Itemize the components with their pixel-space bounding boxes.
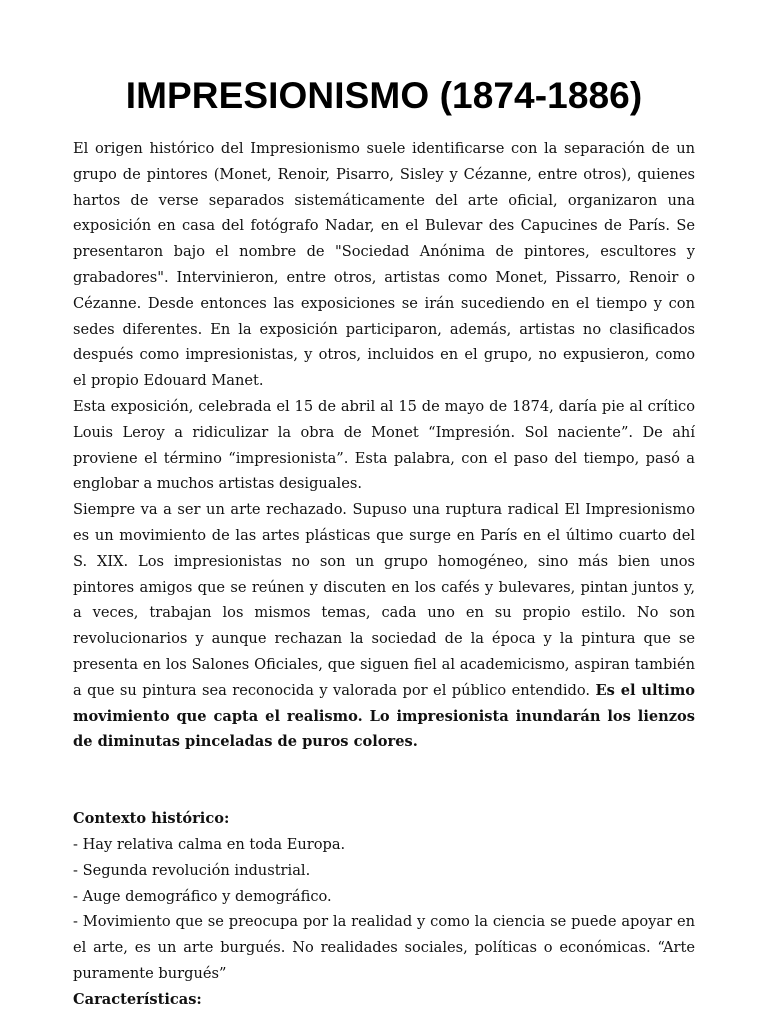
characteristics-heading: Características: xyxy=(73,990,202,1008)
paragraph-rejected-art xyxy=(73,497,695,755)
context-item: - Segunda revolución industrial. xyxy=(73,861,311,879)
paragraph-rejected-art-text: Siempre va a ser un arte rechazado. Supuso una ruptura radical El Impresionismo es un movimiento de las artes plásticas que surge en París en el último cuarto del S. XIX. Los impresionistas no son un grupo homogéneo, sino más bien unos pintores amigos que se reúnen y discuten en los cafés y bulevares, pintan juntos y, a veces, trabajan los mismos temas, cada uno en su propio estilo. No son revolucionarios y aunque rechazan la sociedad de la época y la pintura que se presenta en los Salones Oficiales, que siguen fiel al academicismo, aspiran también a que su pintura sea reconocida y valorada por el público entendido. xyxy=(73,501,695,699)
context-heading: Contexto histórico: xyxy=(73,810,230,828)
document-title: IMPRESIONISMO (1874-1886) xyxy=(125,75,643,116)
context-item: - Hay relativa calma en toda Europa. xyxy=(73,835,346,853)
section-spacer xyxy=(73,755,695,806)
document-body xyxy=(73,136,695,1013)
context-item: - Auge demográfico y demográfico. xyxy=(73,887,332,905)
paragraph-rejected-art-bold: Es el ultimo movimiento que capta el realismo. Lo impresionista inundarán los lienzos de diminutas pinceladas de puros colores. xyxy=(73,681,695,751)
context-item: - Movimiento que se preocupa por la realidad y como la ciencia se puede apoyar en el arte, es un arte burgués. No realidades sociales, políticas o económicas. “Arte puramente burgués” xyxy=(73,913,695,982)
paragraph-exposition: Esta exposición, celebrada el 15 de abril al 15 de mayo de 1874, daría pie al crítico Louis Leroy a ridiculizar la obra de Monet “Impresión. Sol naciente”. De ahí proviene el término “impresionista”. Esta palabra, con el paso del tiempo, pasó a englobar a muchos artistas desiguales. xyxy=(73,397,695,493)
paragraph-origin: El origen histórico del Impresionismo suele identificarse con la separación de un grupo de pintores (Monet, Renoir, Pisarro, Sisley y Cézanne, entre otros), quienes hartos de verse separados sistemáticamente del arte oficial, organizaron una exposición en casa del fotógrafo Nadar, en el Bulevar des Capucines de París. Se presentaron bajo el nombre de "Sociedad Anónima de pintores, escultores y grabadores". Intervinieron, entre otros, artistas como Monet, Pissarro, Renoir o Cézanne. Desde entonces las exposiciones se irán sucediendo en el tiempo y con sedes diferentes. En la exposición participaron, además, artistas no clasificados después como impresionistas, y otros, incluidos en el grupo, no expusieron, como el propio Edouard Manet. xyxy=(73,140,695,390)
